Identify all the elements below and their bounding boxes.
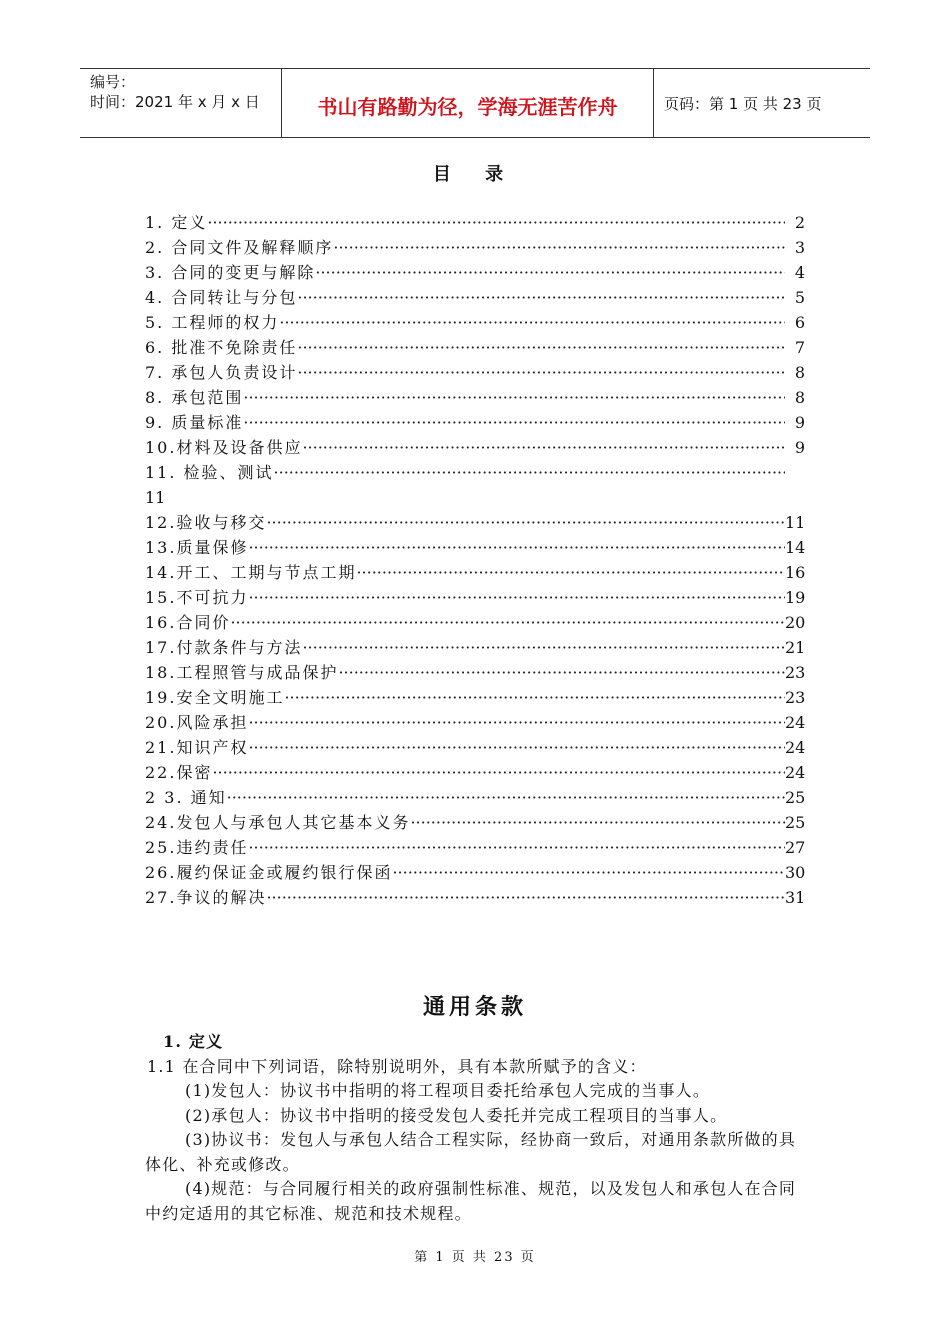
paragraph: 1.1 在合同中下列词语，除特别说明外，具有本款所赋予的含义： <box>147 1056 647 1076</box>
toc-item-page: 7 <box>794 338 805 357</box>
toc-item <box>145 760 805 785</box>
toc-leader-dots <box>266 885 785 910</box>
toc-item <box>145 685 805 710</box>
paragraph: (3)协议书：发包人与承包人结合工程实际，经协商一致后，对通用条款所做的具体化、补充或修改。 <box>145 1130 797 1174</box>
section-body <box>145 1030 805 1226</box>
toc-item-label: 24.发包人与承包人其它基本义务 <box>145 813 411 832</box>
toc-leader-dots <box>248 735 785 760</box>
toc-item-label: 12.验收与移交 <box>145 513 267 532</box>
toc-item <box>145 310 805 335</box>
toc-leader-dots <box>302 435 785 460</box>
toc-item-page: 25 <box>785 813 806 832</box>
toc-leader-dots <box>297 360 785 385</box>
toc-item-label: 7. 承包人负责设计 <box>145 363 298 382</box>
toc-item <box>145 560 805 585</box>
toc-item-label: 16.合同价 <box>145 613 231 632</box>
toc-leader-dots <box>243 410 785 435</box>
date-label: 时间：2021 年 x 月 x 日 <box>90 93 260 111</box>
toc-item-page: 23 <box>785 688 806 707</box>
paragraph: (2)承包人：协议书中指明的接受发包人委托并完成工程项目的当事人。 <box>185 1105 728 1125</box>
toc-leader-dots <box>392 860 785 885</box>
toc-item-page: 11 <box>785 513 806 532</box>
toc-item-page: 14 <box>785 538 806 557</box>
toc-item-label: 22.保密 <box>145 763 213 782</box>
toc-leader-dots <box>274 460 785 485</box>
toc-item-page: 24 <box>785 763 806 782</box>
toc-item-label: 1. 定义 <box>145 213 208 232</box>
toc-item <box>145 285 805 310</box>
toc-item-page-wrapped: 11 <box>145 488 166 507</box>
toc-item <box>145 610 805 635</box>
toc-item <box>145 860 805 885</box>
toc-leader-dots <box>207 210 785 235</box>
toc-item-page: 24 <box>785 713 806 732</box>
toc-item-page: 19 <box>785 588 806 607</box>
toc-item-label: 5. 工程师的权力 <box>145 313 280 332</box>
toc-item-page: 8 <box>794 363 805 382</box>
header-meta <box>80 69 282 137</box>
toc-leader-dots <box>297 285 785 310</box>
toc-item-page: 5 <box>794 288 805 307</box>
toc-leader-dots <box>410 810 785 835</box>
toc-item-label: 21.知识产权 <box>145 738 249 757</box>
toc-item <box>145 835 805 860</box>
toc-item-page: 30 <box>785 863 806 882</box>
toc-item-page: 3 <box>794 238 805 257</box>
toc-item-page: 8 <box>794 388 805 407</box>
toc-item <box>145 435 805 460</box>
toc-item-label: 3. 合同的变更与解除 <box>145 263 316 282</box>
toc-item <box>145 785 805 810</box>
number-label: 编号： <box>90 73 136 91</box>
toc-item-page: 6 <box>794 313 805 332</box>
toc-item-page: 27 <box>785 838 806 857</box>
toc-item-label: 4. 合同转让与分包 <box>145 288 298 307</box>
toc-item <box>145 635 805 660</box>
toc-item-page: 31 <box>785 888 806 907</box>
toc-leader-dots <box>227 785 785 810</box>
toc-item-page: 23 <box>785 663 806 682</box>
toc-item-page: 2 <box>794 213 805 232</box>
toc-leader-dots <box>279 310 785 335</box>
toc-item-label: 6. 批准不免除责任 <box>145 338 298 357</box>
toc-leader-dots <box>212 760 785 785</box>
toc-item-label: 2 3. 通知 <box>145 788 227 807</box>
toc-item-page <box>785 460 805 485</box>
toc-item <box>145 210 805 235</box>
header-page-info: 页码：第 1 页 共 23 页 <box>664 94 822 113</box>
toc-leader-dots <box>333 235 785 260</box>
toc-item-label: 14.开工、工期与节点工期 <box>145 563 357 582</box>
toc-leader-dots <box>248 585 785 610</box>
toc-title: 目 录 <box>432 164 518 185</box>
toc-item <box>145 235 805 260</box>
toc-leader-dots <box>315 260 785 285</box>
toc-leader-dots <box>284 685 785 710</box>
toc-leader-dots <box>248 835 785 860</box>
toc-item-page: 9 <box>794 413 805 432</box>
toc-leader-dots <box>302 635 785 660</box>
document-header <box>80 68 870 138</box>
toc-item-page: 24 <box>785 738 806 757</box>
section-heading: 1. 定义 <box>163 1032 224 1051</box>
toc-item-label: 19.安全文明施工 <box>145 688 285 707</box>
toc-item <box>145 460 805 485</box>
toc-leader-dots <box>266 510 785 535</box>
toc-item-label: 10.材料及设备供应 <box>145 438 303 457</box>
toc-leader-dots <box>248 710 785 735</box>
toc-item <box>145 410 805 435</box>
toc-item-page: 25 <box>785 788 806 807</box>
toc-item <box>145 360 805 385</box>
paragraph: (4)规范：与合同履行相关的政府强制性标准、规范，以及发包人和承包人在合同中约定适用的其它标准、规范和技术规程。 <box>145 1179 797 1223</box>
toc-leader-dots <box>338 660 785 685</box>
toc-item-label: 9. 质量标准 <box>145 413 244 432</box>
toc-item-label: 2. 合同文件及解释顺序 <box>145 238 334 257</box>
toc-item <box>145 885 805 910</box>
toc-item-page: 9 <box>794 438 805 457</box>
toc-item <box>145 735 805 760</box>
toc-item-label: 27.争议的解决 <box>145 888 267 907</box>
toc-leader-dots <box>230 610 785 635</box>
toc-item-label: 25.违约责任 <box>145 838 249 857</box>
toc-item-page: 20 <box>785 613 806 632</box>
header-motto: 书山有路勤为径，学海无涯苦作舟 <box>282 69 654 137</box>
toc-item <box>145 385 805 410</box>
table-of-contents <box>145 210 805 910</box>
toc-item <box>145 335 805 360</box>
toc-item-label: 8. 承包范围 <box>145 388 244 407</box>
toc-item <box>145 535 805 560</box>
toc-leader-dots <box>248 535 785 560</box>
toc-item-label: 26.履约保证金或履约银行保函 <box>145 863 393 882</box>
toc-item-page: 16 <box>785 563 806 582</box>
toc-item <box>145 710 805 735</box>
toc-item-page: 4 <box>794 263 805 282</box>
page-footer: 第 1 页 共 23 页 <box>414 1250 536 1265</box>
toc-item-label: 17.付款条件与方法 <box>145 638 303 657</box>
toc-item-label: 18.工程照管与成品保护 <box>145 663 339 682</box>
toc-item-label: 11. 检验、测试 <box>145 463 274 482</box>
toc-item-label: 20.风险承担 <box>145 713 249 732</box>
paragraph: (1)发包人：协议书中指明的将工程项目委托给承包人完成的当事人。 <box>185 1081 711 1100</box>
toc-item <box>145 585 805 610</box>
toc-leader-dots <box>356 560 785 585</box>
section-title: 通用条款 <box>422 994 527 1020</box>
toc-item <box>145 510 805 535</box>
toc-item <box>145 260 805 285</box>
toc-item-page: 21 <box>785 638 806 657</box>
toc-item <box>145 660 805 685</box>
toc-item-label: 13.质量保修 <box>145 538 249 557</box>
toc-leader-dots <box>243 385 785 410</box>
toc-item-label: 15.不可抗力 <box>145 588 249 607</box>
toc-item <box>145 810 805 835</box>
toc-leader-dots <box>297 335 785 360</box>
